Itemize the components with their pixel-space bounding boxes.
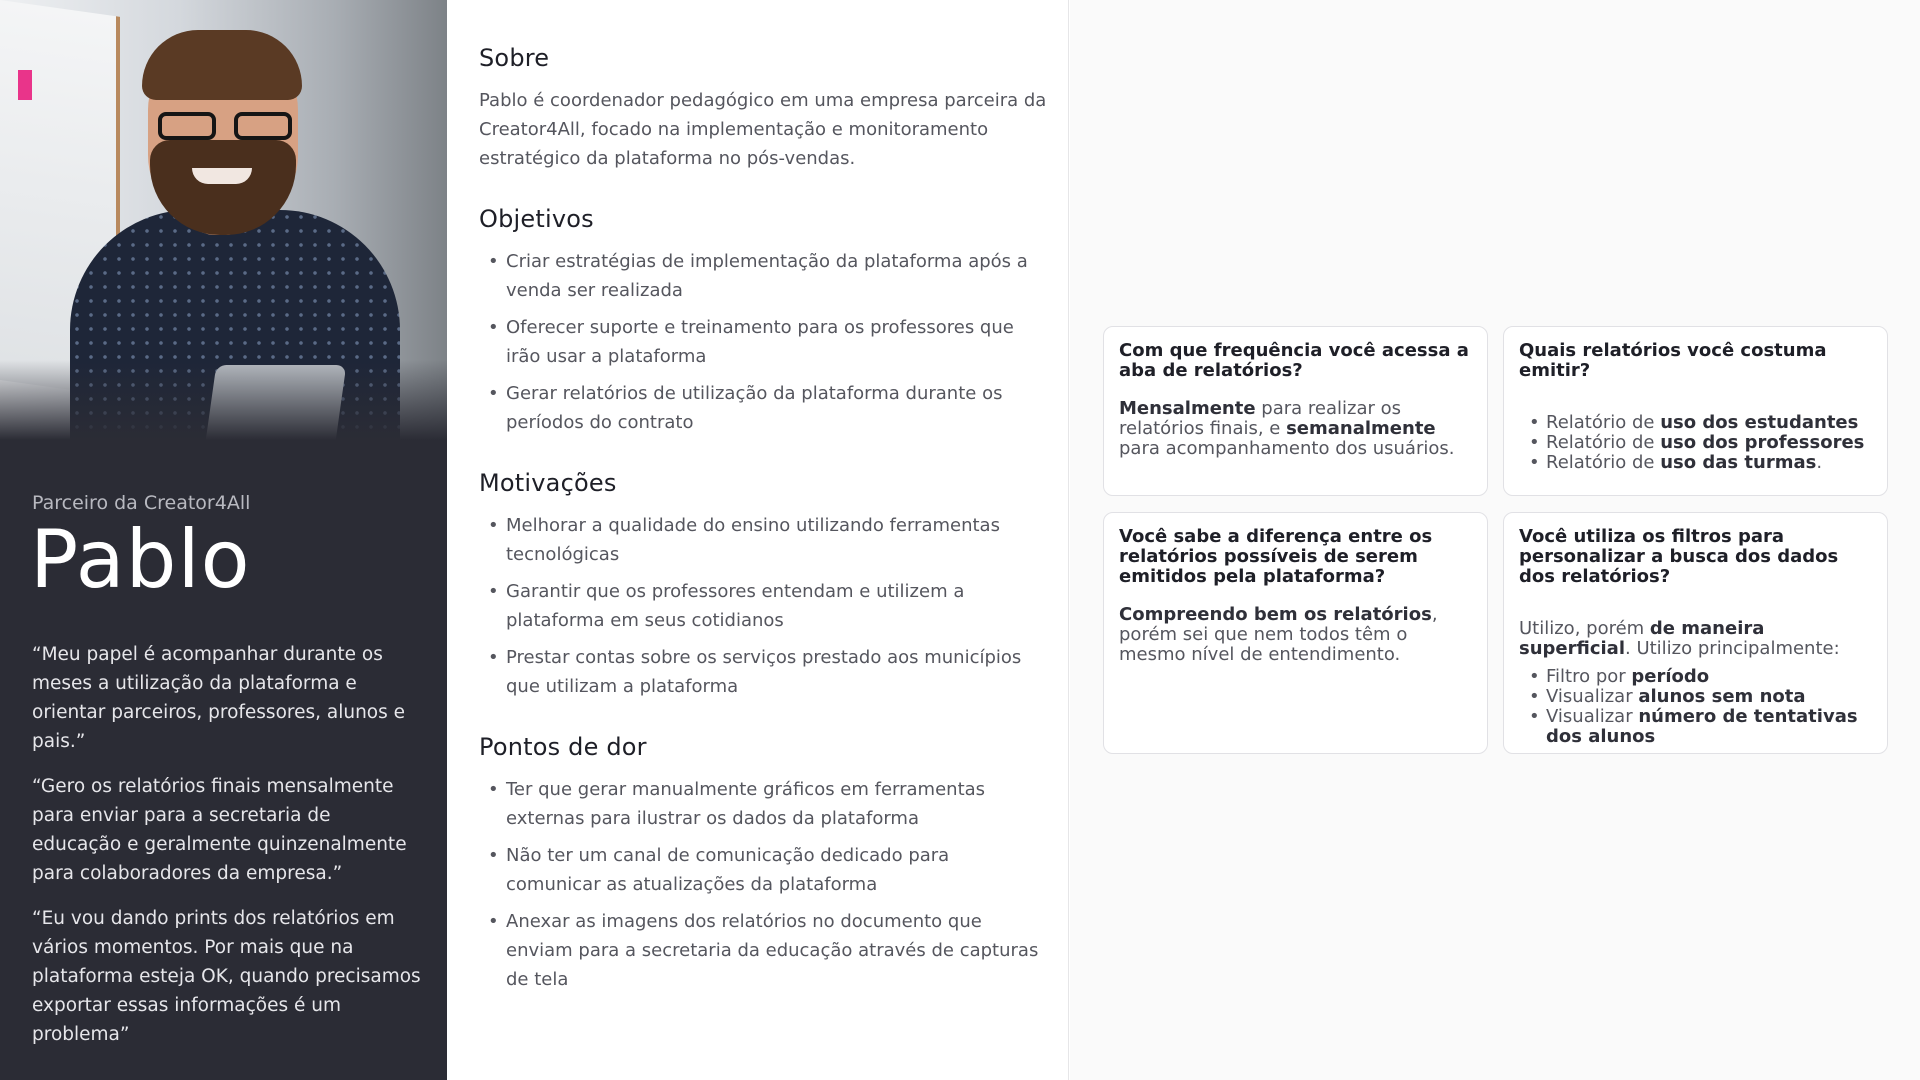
card-report-difference [1103,512,1488,754]
list-item: • Filtro por período [1519,667,1873,687]
card-report-types [1503,326,1888,496]
about-text: Pablo é coordenador pedagógico em uma empresa parceira da Creator4All, focado na implementação e monitoramento estratégico da plataforma no pós-vendas. [479,90,1047,169]
card-question: Você utiliza os filtros para personalizar a busca dos dados dos relatórios? [1519,526,1839,587]
persona-role: Parceiro da Creator4All [32,492,251,514]
persona-quotes [32,640,422,1065]
list-item: • Gerar relatórios de utilização da plataforma durante os períodos do contrato [479,379,1049,437]
card-question: Com que frequência você acessa a aba de relatórios? [1119,340,1469,381]
goals-section [479,205,1049,445]
list-item: • Relatório de uso das turmas. [1519,453,1873,473]
pain-points-list [479,775,1049,994]
list-item: • Prestar contas sobre os serviços prestado aos municípios que utilizam a plataforma [479,643,1049,701]
persona-name: Pablo [30,513,251,606]
persona-photo [0,0,447,440]
list-item: • Relatório de uso dos professores [1519,433,1873,453]
list-item: • Ter que gerar manualmente gráficos em ferramentas externas para ilustrar os dados da plataforma [479,775,1049,833]
pain-points-section [479,733,1049,1002]
list-item: • Criar estratégias de implementação da plataforma após a venda ser realizada [479,247,1049,305]
list-item: • Melhorar a qualidade do ensino utilizando ferramentas tecnológicas [479,511,1049,569]
card-answer-list [1519,667,1873,747]
list-item: • Visualizar alunos sem nota [1519,687,1873,707]
list-item: • Garantir que os professores entendam e utilizem a plataforma em seus cotidianos [479,577,1049,635]
about-section [479,44,1049,173]
motivations-section [479,469,1049,709]
card-answer: Mensalmente para realizar os relatórios finais, e semanalmente para acompanhamento dos usuários. [1119,398,1455,459]
section-title: Pontos de dor [479,733,647,761]
motivations-list [479,511,1049,701]
section-title: Motivações [479,469,617,497]
list-item: • Anexar as imagens dos relatórios no documento que enviam para a secretaria da educação através de capturas de tela [479,907,1049,994]
section-title: Sobre [479,44,550,72]
card-answer: Utilizo, porém de maneira superficial. Utilizo principalmente: [1519,618,1840,659]
quote: “Gero os relatórios finais mensalmente para enviar para a secretaria de educação e geralmente quinzenalmente para colaboradores da empresa.” [32,776,407,884]
persona-profile-panel [0,0,447,1080]
section-title: Objetivos [479,205,594,233]
list-item: • Não ter um canal de comunicação dedicado para comunicar as atualizações da plataforma [479,841,1049,899]
card-question: Você sabe a diferença entre os relatórios possíveis de serem emitidos pela plataforma? [1119,526,1433,587]
card-answer: Compreendo bem os relatórios, porém sei que nem todos têm o mesmo nível de entendimento. [1119,604,1438,665]
persona-details-column [447,0,1069,1080]
list-item: • Visualizar número de tentativas dos alunos [1519,707,1873,747]
list-item: • Oferecer suporte e treinamento para os professores que irão usar a plataforma [479,313,1049,371]
interview-area [1070,0,1920,1080]
quote: “Eu vou dando prints dos relatórios em vários momentos. Por mais que na plataforma esteja OK, quando precisamos exportar essas informações é um problema” [32,908,421,1045]
list-item: • Relatório de uso dos estudantes [1519,413,1873,433]
card-question: Quais relatórios você costuma emitir? [1519,340,1827,381]
quote: “Meu papel é acompanhar durante os meses a utilização da plataforma e orientar parceiros, professores, alunos e pais.” [32,644,406,752]
card-answer-list [1519,413,1873,473]
goals-list [479,247,1049,437]
card-report-frequency [1103,326,1488,496]
card-report-filters [1503,512,1888,754]
